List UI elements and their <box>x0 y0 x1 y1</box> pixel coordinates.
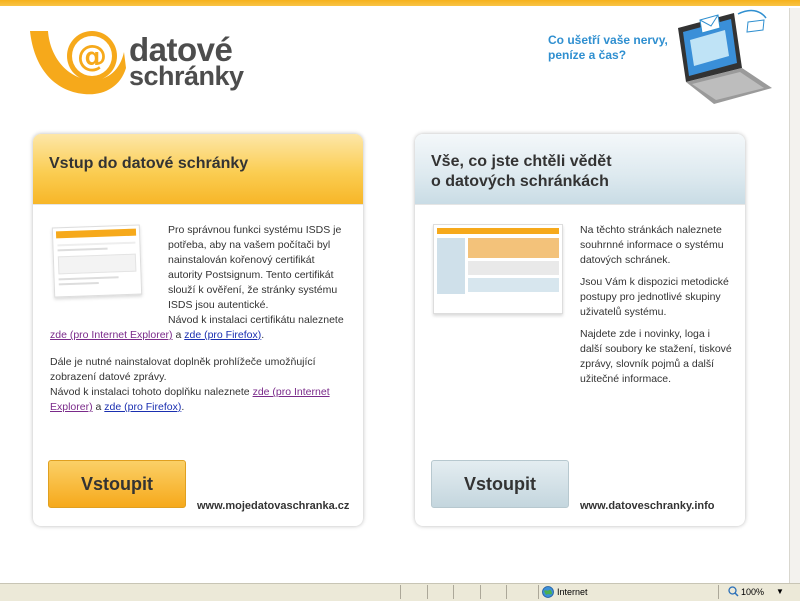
link-certificate-ie[interactable]: zde (pro Internet Explorer) <box>50 329 173 341</box>
status-divider <box>538 585 539 599</box>
certificate-guide-text: Návod k instalaci certifikátu naleznete <box>168 314 344 326</box>
login-enter-button[interactable]: Vstoupit <box>48 460 186 508</box>
status-divider <box>506 585 507 599</box>
zoom-control[interactable] <box>728 586 784 597</box>
and-text: a <box>175 329 182 341</box>
certificate-info-text: Pro správnou funkci systému ISDS je potřeba, aby na vašem počítači byl nainstalován kořenový certifikát autority Postsignum. Tento certifikát slouží k ověření, že stránky systému ISDS jsou autentické. <box>168 224 342 311</box>
info-site-screenshot-thumbnail <box>433 224 563 314</box>
info-enter-button[interactable]: Vstoupit <box>431 460 569 508</box>
chevron-down-icon[interactable]: ▼ <box>776 587 784 596</box>
at-sign-logo-icon <box>28 28 128 98</box>
login-card-text-top <box>168 223 350 313</box>
info-card-title-line2: o datových schránkách <box>431 173 609 190</box>
status-divider <box>400 585 401 599</box>
zoom-level: 100% <box>741 586 765 597</box>
info-card-header <box>415 134 745 205</box>
and-text: a <box>95 401 102 413</box>
zoom-magnifier-icon <box>728 586 739 597</box>
datove-schranky-logo[interactable] <box>28 28 258 98</box>
login-card-text-bottom: Návod k instalaci certifikátu naleznete zde (pro Internet Explorer) a zde (pro Firefox). Dále je nutné nainstalovat doplněk prohlížeče umožňující zobrazení datové zprávy. Návod k instalaci tohoto doplňku naleznete zde (pro Internet Explorer) a zde (pro Firefox). <box>50 313 350 415</box>
info-para-3: Najdete zde i novinky, loga i další soubory ke stažení, tiskové zprávy, slovník pojmů a další užitečné informace. <box>580 328 732 385</box>
vertical-scrollbar[interactable] <box>789 8 800 583</box>
plugin-info-text: Dále je nutné nainstalovat doplněk prohlížeče umožňující zobrazení datové zprávy. <box>50 356 316 383</box>
info-card-title-line1: Vše, co jste chtěli vědět <box>431 153 612 170</box>
promo-line2: peníze a čas? <box>548 48 627 62</box>
status-divider <box>453 585 454 599</box>
login-card-header <box>33 134 363 205</box>
info-card-text <box>580 223 735 394</box>
zone-label: Internet <box>557 587 588 597</box>
login-site-url[interactable]: www.mojedatovaschranka.cz <box>197 500 350 512</box>
login-screenshot-thumbnail <box>52 224 142 297</box>
link-certificate-firefox[interactable]: zde (pro Firefox) <box>184 329 262 341</box>
status-divider <box>480 585 481 599</box>
browser-status-bar <box>0 583 800 601</box>
plugin-guide-text: Návod k instalaci tohoto doplňku naleznete <box>50 386 250 398</box>
info-site-url[interactable]: www.datoveschranky.info <box>580 500 715 512</box>
link-plugin-firefox[interactable]: zde (pro Firefox) <box>104 401 182 413</box>
globe-icon <box>542 586 554 598</box>
info-para-1: Na těchto stránkách naleznete souhrnné informace o systému datových schránek. <box>580 224 724 266</box>
security-zone[interactable] <box>542 586 588 598</box>
logo-text-schranky: schránky <box>129 61 244 91</box>
link-plugin-ie[interactable]: zde (pro Internet Explorer) <box>50 386 330 413</box>
status-divider <box>718 585 719 599</box>
svg-text:@: @ <box>77 39 107 74</box>
info-card <box>415 134 745 526</box>
info-card-title <box>431 152 612 192</box>
info-para-2: Jsou Vám k dispozici metodické postupy pro jednotlivé skupiny uživatelů systému. <box>580 276 729 318</box>
logo-text-datove: datové <box>129 31 233 68</box>
login-card-title: Vstup do datové schránky <box>49 155 249 172</box>
login-card <box>33 134 363 526</box>
promo-line1: Co ušetří vaše nervy, <box>548 33 668 47</box>
status-divider <box>427 585 428 599</box>
laptop-email-icon[interactable] <box>660 8 790 108</box>
